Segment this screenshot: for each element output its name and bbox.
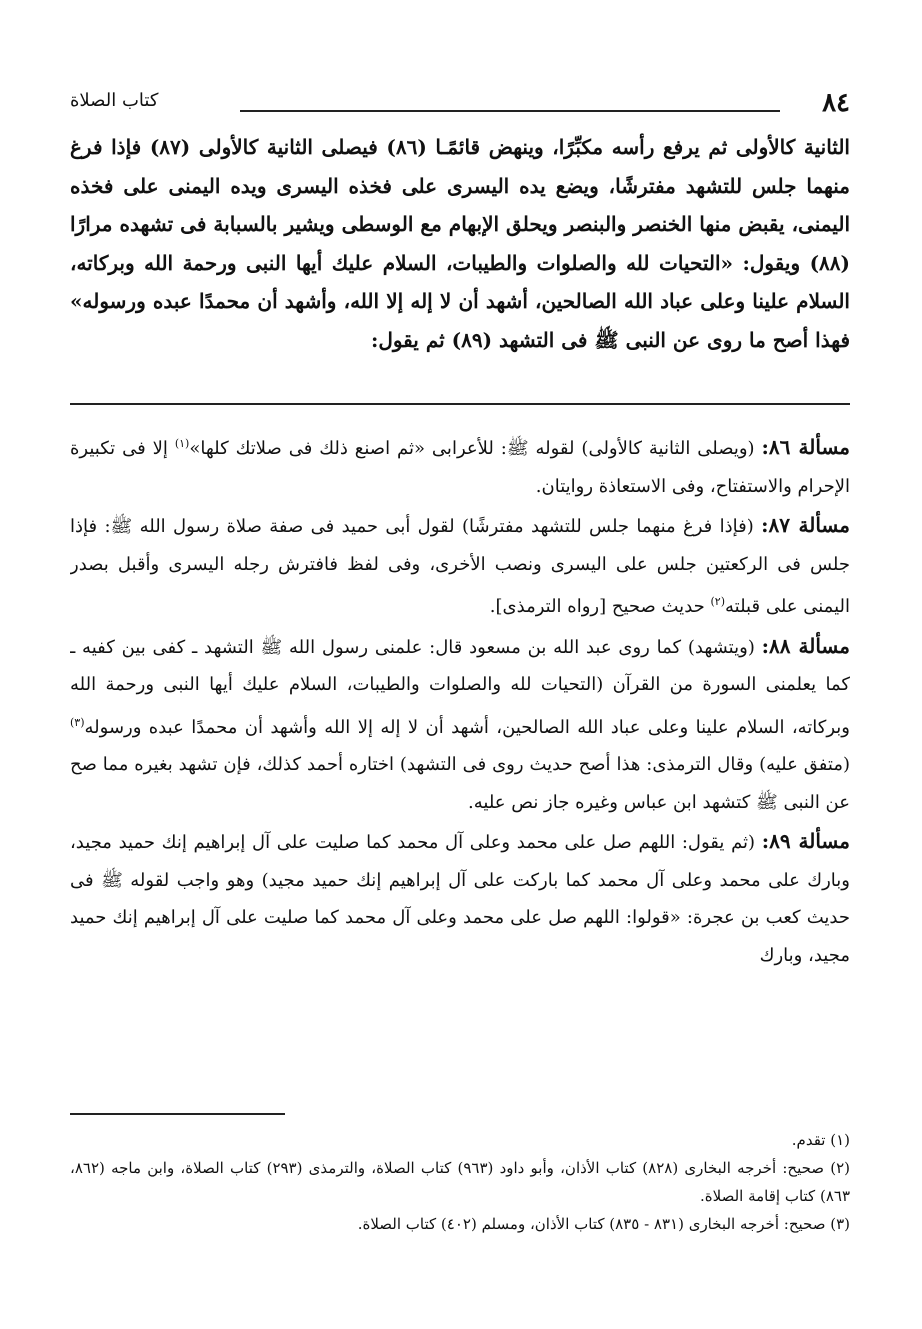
commentary	[70, 425, 850, 976]
running-head: كتاب الصلاة	[70, 90, 159, 111]
issue-label: مسألة ٨٦:	[761, 435, 850, 459]
issue-label: مسألة ٨٧:	[761, 513, 850, 537]
footnote-3: (٣) صحيح: أخرجه البخارى (٨٣١ - ٨٣٥) كتاب الأذان، ومسلم (٤٠٢) كتاب الصلاة.	[357, 1215, 850, 1233]
header-rule	[240, 110, 780, 112]
footnote-ref: (٢)	[710, 595, 726, 608]
issue-label: مسألة ٨٨:	[761, 633, 850, 658]
issue-text-continued: حديث صحيح [رواه الترمذى].	[489, 596, 711, 617]
book-page	[70, 80, 850, 1280]
footnote-ref: (٣)	[70, 715, 85, 729]
commentary-paragraph-87	[70, 507, 850, 626]
main-paragraph: الثانية كالأولى ثم يرفع رأسه مكبِّرًا، وينهض قائمًـا (٨٦) فيصلى الثانية كالأولى (٨٧) فإذا فرغ منهما جلس للتشهد مفترشًا، ويضع يده اليسرى على فخذه اليسرى ويده اليمنى على فخذه اليمنى، يقبض منها الخنصر والبنصر ويحلق الإبهام مع الوسطى ويشير بالسبابة فى تشهده مرارًا (٨٨) ويقول: «التحيات لله والصلوات والطيبات، السلام عليك أيها النبى ورحمة الله وبركاته، السلام علينا وعلى عباد الله الصالحين، أشهد أن لا إله إلا الله، وأشهد أن محمدًا عبده ورسوله» فهذا أصح ما روى عن النبى ﷺ فى التشهد (٨٩) ثم يقول:	[70, 135, 850, 352]
issue-text: (فإذا فرغ منهما جلس للتشهد مفترشًا) لقول أبى حميد فى صفة صلاة رسول الله ﷺ: فإذا جلس فى الركعتين جلس على اليسرى ونصب الأخرى، وفى لفظ فافترش رجله اليسرى وأقبل بصدر اليمنى على قبلته	[70, 516, 850, 617]
issue-text-continued: إلا فى تكبيرة الإحرام والاستفتاح، وفى الاستعاذة روايتان.	[70, 438, 850, 497]
footnote-1: (١) تقدم.	[791, 1131, 850, 1149]
section-divider	[70, 403, 850, 405]
footnote-2: (٢) صحيح: أخرجه البخارى (٨٢٨) كتاب الأذان، وأبو داود (٩٦٣) كتاب الصلاة، والترمذى (٢٩٣) كتاب الصلاة، وابن ماجه (٨٦٢، ٨٦٣) كتاب إقامة الصلاة.	[70, 1159, 850, 1205]
issue-text: (ثم يقول: اللهم صل على محمد وعلى آل محمد كما صليت على آل إبراهيم إنك حميد مجيد، وبارك على محمد وعلى آل محمد كما باركت على آل إبراهيم إنك حميد مجيد) وهو واجب لقوله ﷺ فى حديث كعب بن عجرة: «قولوا: اللهم صل على محمد وعلى آل محمد كما صليت على آل إبراهيم إنك حميد مجيد، وبارك	[70, 832, 850, 966]
issue-text: (ويتشهد) كما روى عبد الله بن مسعود قال: علمنى رسول الله ﷺ التشهد ـ كفى بين كفيه ـ كما يعلمنى السورة من القرآن (التحيات لله والصلوات والطيبات، السلام عليك أيها النبى ورحمة الله وبركاته، السلام علينا وعلى عباد الله الصالحين، أشهد أن لا إله إلا الله وأشهد أن محمدًا عبده ورسوله	[70, 636, 850, 738]
footnotes	[70, 1126, 850, 1238]
commentary-paragraph-89	[70, 823, 850, 974]
commentary-paragraph-86	[70, 425, 850, 505]
footnote-rule	[70, 1113, 285, 1115]
issue-text: (ويصلى الثانية كالأولى) لقوله ﷺ: للأعرابى «ثم اصنع ذلك فى صلاتك كلها»	[189, 438, 755, 459]
footnote-ref: (١)	[174, 437, 190, 450]
issue-text-continued: (متفق عليه) وقال الترمذى: هذا أصح حديث روى فى التشهد) اختاره أحمد كذلك، فإن تشهد بغيره مما صح عن النبى ﷺ كتشهد ابن عباس وغيره جاز نص عليه.	[70, 754, 850, 813]
commentary-paragraph-88	[70, 628, 850, 822]
page-number: ٨٤	[822, 88, 850, 118]
page-header	[70, 88, 850, 122]
main-text	[70, 128, 850, 359]
issue-label: مسألة ٨٩:	[761, 829, 850, 853]
